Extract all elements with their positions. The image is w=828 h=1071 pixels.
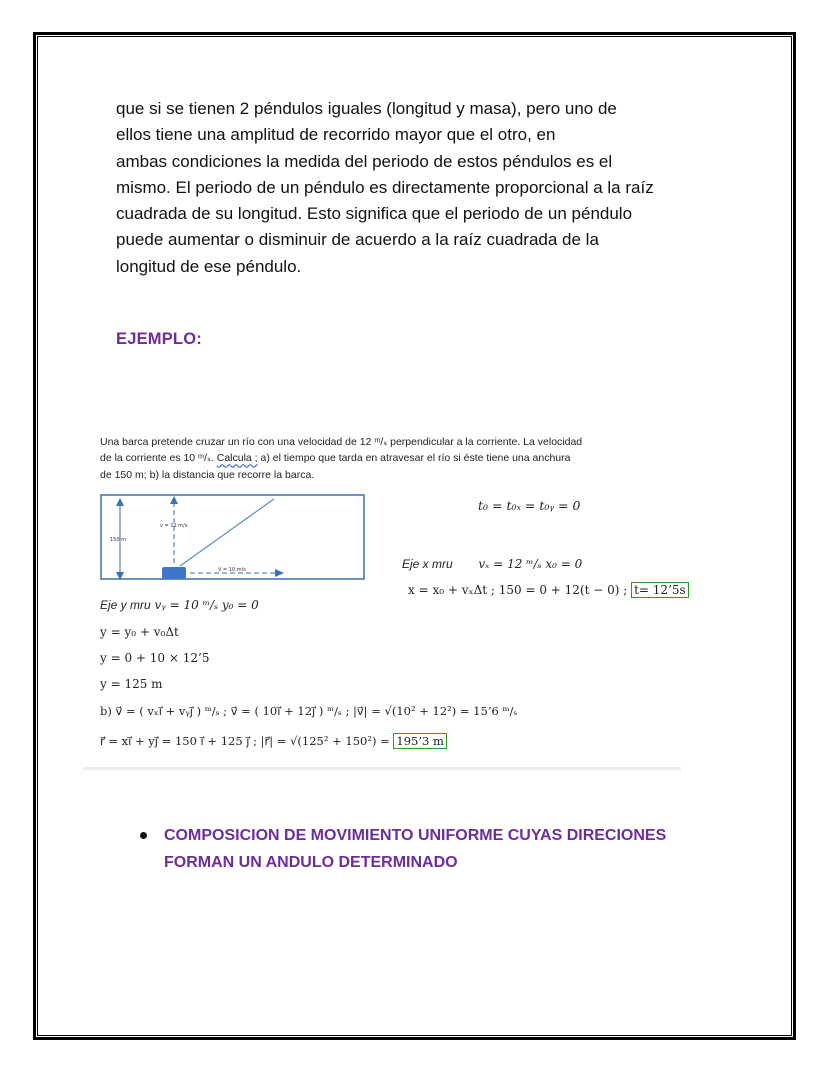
eje-x-label: Eje x mru <box>402 557 453 571</box>
bullet-dot-icon <box>140 832 147 839</box>
bullet-line: FORMAN UN ANDULO DETERMINADO <box>164 854 458 871</box>
paragraph-line: puede aumentar o disminuir de acuerdo a la raíz cuadrada de la <box>116 230 599 250</box>
initial-conditions: t₀ = t₀ₓ = t₀ᵧ = 0 <box>478 498 581 513</box>
bullet-text <box>164 822 666 876</box>
problem-line: Una barca pretende cruzar un río con una velocidad de 12 ᵐ/ₛ perpendicular a la corriente. La velocidad <box>100 436 583 448</box>
problem-line: de la corriente es 10 ᵐ/ₛ. Calcula ; a) el tiempo que tarda en atravesar el río si éste tiene una anchura <box>100 452 571 465</box>
paragraph-line: longitud de ese péndulo. <box>116 256 302 276</box>
paragraph-line: que si se tienen 2 péndulos iguales (longitud y masa), pero uno de <box>116 99 617 118</box>
eje-x-row <box>402 557 582 571</box>
body-paragraph <box>116 96 716 280</box>
boat <box>162 567 186 579</box>
time-result-box: t= 12’5s <box>631 582 689 598</box>
position-vector-row <box>100 734 447 748</box>
river-diagram <box>100 494 370 584</box>
paragraph-line: ellos tiene una amplitud de recorrido mayor que el otro, en <box>116 125 556 145</box>
paragraph-line: mismo. El periodo de un péndulo es directamente proporcional a la raíz <box>116 177 654 197</box>
position-vector-equation: r⃗ = xi⃗ + yj⃗ = 150 i⃗ + 125 j⃗ ; |r⃗| = √(125² + 150²) = <box>100 734 390 748</box>
calcula-word: Calcula ; <box>216 452 258 465</box>
eje-y-row <box>100 598 259 612</box>
velocity-vector-equation: b) v⃗ = ( vₓi⃗ + vᵧj⃗ ) ᵐ/ₛ ; v⃗ = ( 10i⃗ + 12j⃗ ) ᵐ/ₛ ; |v⃗| = √(10² + 12²) = 15’6 ᵐ/ₛ <box>100 704 518 718</box>
paragraph-line: cuadrada de su longitud. Esto significa que el periodo de un péndulo <box>116 204 633 224</box>
x-equation: x = x₀ + vₓΔt ; 150 = 0 + 12(t − 0) ; <box>408 583 628 597</box>
y-equation-1: y = y₀ + v₀Δt <box>100 625 179 639</box>
bullet-line: COMPOSICION DE MOVIMIENTO UNIFORME CUYAS DIRECIONES <box>164 827 667 844</box>
eje-y-label: Eje y mru <box>100 598 151 612</box>
y-equation-3: y = 125 m <box>100 677 163 691</box>
problem-statement <box>100 434 640 483</box>
label-150: 150 m <box>110 537 127 543</box>
label-v10: V = 10 m/s <box>218 567 246 573</box>
eje-x-equation: vₓ = 12 ᵐ/ₛ x₀ = 0 <box>478 557 583 571</box>
label-v12: v = 12 m/s <box>160 523 188 529</box>
distance-result-box: 195’3 m <box>393 733 446 749</box>
y-equation-2: y = 0 + 10 × 12’5 <box>100 651 210 665</box>
separator-line <box>83 767 681 770</box>
eje-y-equation: vᵧ = 10 ᵐ/ₛ y₀ = 0 <box>154 598 259 612</box>
paragraph-line: ambas condiciones la medida del periodo de estos péndulos es el <box>116 151 613 171</box>
x-equation-row <box>408 583 689 597</box>
example-heading: EJEMPLO: <box>116 330 202 348</box>
problem-line: de 150 m; b) la distancia que recorre la barca. <box>100 468 315 481</box>
